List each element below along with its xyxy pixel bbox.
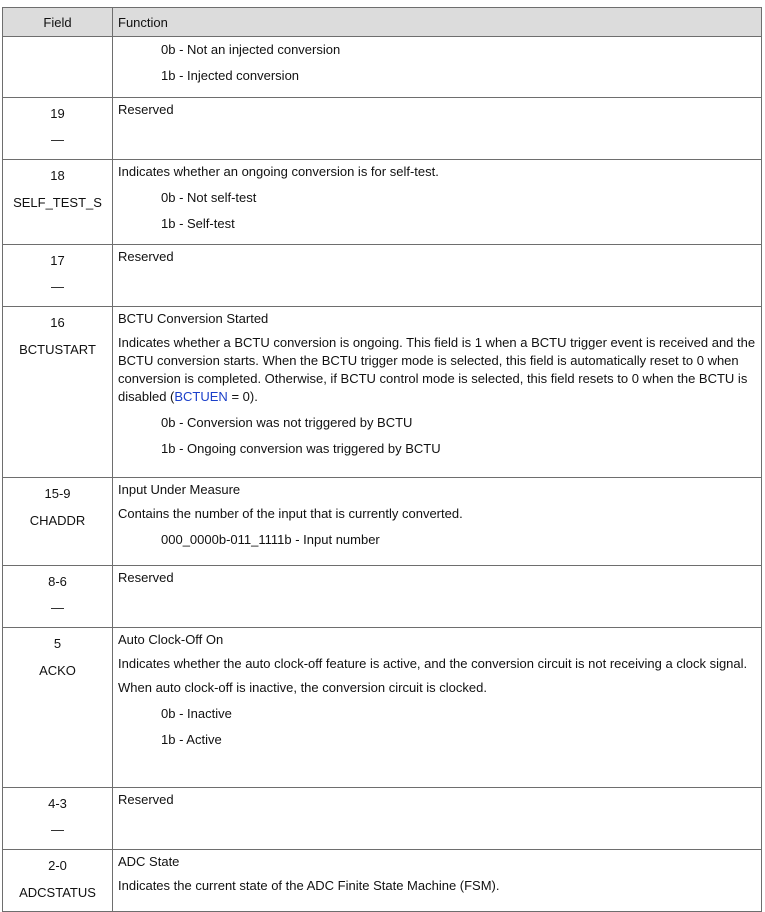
field-description: Reserved: [118, 102, 174, 117]
field-name: SELF_TEST_S: [13, 195, 102, 210]
field-description: Reserved: [118, 570, 174, 585]
table-row: [3, 566, 762, 628]
function-cell: [113, 850, 762, 912]
field-description: Indicates whether an ongoing conversion is for self-test.: [118, 164, 439, 179]
field-title: Input Under Measure: [118, 482, 241, 497]
table-row: [3, 37, 762, 98]
field-title: Auto Clock-Off On: [118, 632, 224, 647]
value-description: 1b - Active: [161, 732, 222, 747]
table-row: [3, 628, 762, 788]
description-text: = 0).: [227, 389, 258, 404]
function-cell: [113, 478, 762, 566]
value-description: 0b - Conversion was not triggered by BCTU: [161, 415, 413, 430]
function-cell: [113, 628, 762, 788]
field-description: Reserved: [118, 249, 174, 264]
field-column-header: Field: [3, 8, 113, 37]
bit-number: 2-0: [48, 858, 67, 873]
function-cell: [113, 98, 762, 160]
field-description: Reserved: [118, 792, 174, 807]
table-row: [3, 850, 762, 912]
field-description: [118, 334, 759, 406]
field-cell: [3, 98, 113, 160]
bit-number: 4-3: [48, 796, 67, 811]
function-cell: [113, 788, 762, 850]
register-field-table: [2, 7, 762, 912]
bit-number: 18: [50, 168, 65, 183]
field-name: —: [51, 600, 64, 615]
field-description: Indicates whether the auto clock-off feature is active, and the conversion circuit is not receiving a clock signal.: [118, 656, 748, 671]
function-column-header: Function: [113, 8, 762, 37]
field-description: Indicates the current state of the ADC Finite State Machine (FSM).: [118, 878, 500, 893]
bit-number: 5: [53, 636, 62, 651]
function-cell: [113, 160, 762, 245]
field-cell: [3, 628, 113, 788]
value-description: 0b - Not an injected conversion: [161, 42, 341, 57]
bit-number: 19: [50, 106, 65, 121]
field-name: ADCSTATUS: [19, 885, 96, 900]
table-row: [3, 788, 762, 850]
value-description: 0b - Inactive: [161, 706, 232, 721]
field-cell: [3, 478, 113, 566]
field-cell: [3, 850, 113, 912]
bctuen-link[interactable]: BCTUEN: [174, 389, 228, 404]
bit-number: 16: [50, 315, 65, 330]
table-row: [3, 98, 762, 160]
field-cell: [3, 245, 113, 307]
function-cell: [113, 245, 762, 307]
field-description: Contains the number of the input that is currently converted.: [118, 506, 463, 521]
field-cell: [3, 566, 113, 628]
field-name: —: [51, 132, 64, 147]
value-description: 1b - Injected conversion: [161, 68, 300, 83]
description-text: Indicates whether a BCTU conversion is ongoing. This field is 1 when a BCTU trigger event is received and the BCTU conversion starts. When the BCTU trigger mode is selected, this field is automatically reset to 0 when conversion is completed. Otherwise, if BCTU control mode is selected, this field resets to 0 when the BCTU is disabled (: [118, 335, 756, 404]
table-row: [3, 160, 762, 245]
field-name: CHADDR: [29, 513, 86, 528]
bit-number: 15-9: [44, 486, 71, 501]
table-row: [3, 478, 762, 566]
field-cell: [3, 37, 113, 98]
value-description: 1b - Self-test: [161, 216, 235, 231]
function-cell: [113, 37, 762, 98]
field-cell: [3, 160, 113, 245]
field-cell: [3, 307, 113, 478]
function-cell: [113, 566, 762, 628]
field-description: When auto clock-off is inactive, the conversion circuit is clocked.: [118, 680, 487, 695]
field-name: ACKO: [39, 663, 76, 678]
field-name: BCTUSTART: [19, 342, 96, 357]
bit-number: 8-6: [48, 574, 67, 589]
table-header-row: [3, 8, 762, 37]
field-cell: [3, 788, 113, 850]
field-name: —: [51, 279, 64, 294]
table-row: [3, 245, 762, 307]
table-row: [3, 307, 762, 478]
field-title: ADC State: [118, 854, 180, 869]
function-cell: [113, 307, 762, 478]
field-name: —: [51, 822, 64, 837]
value-description: 000_0000b-011_1111b - Input number: [161, 532, 380, 547]
bit-number: 17: [50, 253, 65, 268]
value-description: 1b - Ongoing conversion was triggered by BCTU: [161, 441, 441, 456]
value-description: 0b - Not self-test: [161, 190, 257, 205]
field-title: BCTU Conversion Started: [118, 311, 269, 326]
